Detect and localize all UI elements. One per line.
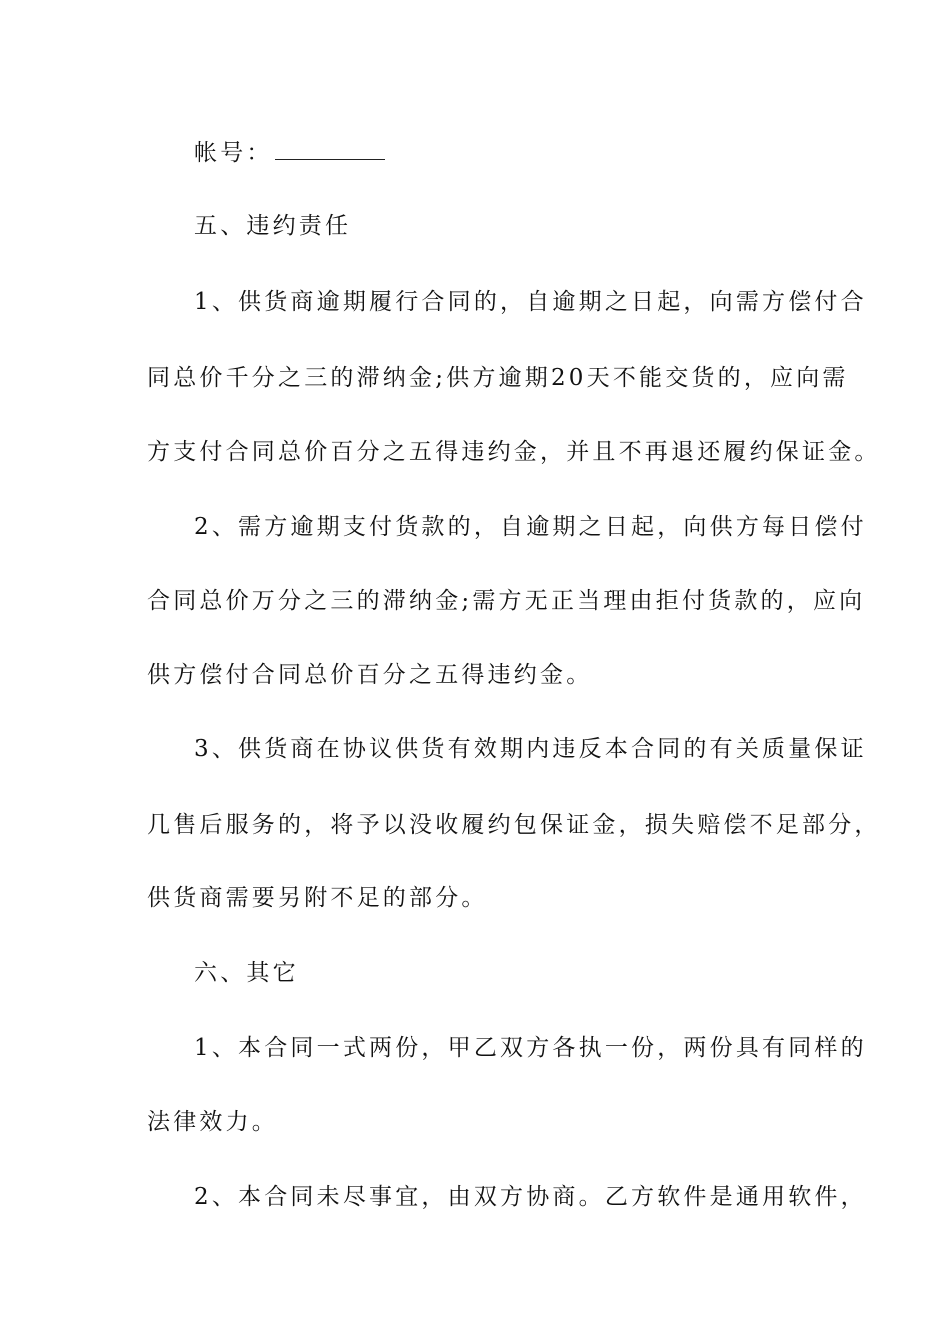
s6-item1-line2: 法律效力。 bbox=[147, 1109, 278, 1135]
section5-heading: 五、违约责任 bbox=[194, 213, 352, 239]
account-blank-field bbox=[275, 141, 385, 160]
s5-item1-line3: 方支付合同总价百分之五得违约金，并且不再退还履约保证金。 bbox=[147, 439, 881, 465]
section6-heading: 六、其它 bbox=[194, 960, 299, 986]
s5-item1-line1: 1、供货商逾期履行合同的，自逾期之日起，向需方偿付合 bbox=[194, 289, 867, 315]
s5-item3-line3: 供货商需要另附不足的部分。 bbox=[147, 885, 488, 911]
s6-item2-line1: 2、本合同未尽事宜，由双方协商。乙方软件是通用软件， bbox=[194, 1184, 867, 1210]
s6-item1-line1: 1、本合同一式两份，甲乙双方各执一份，两份具有同样的 bbox=[194, 1035, 867, 1061]
s5-item2-line2: 合同总价万分之三的滞纳金;需方无正当理由拒付货款的，应向 bbox=[147, 588, 866, 614]
account-label: 帐号： bbox=[194, 140, 273, 166]
s5-item3-line1: 3、供货商在协议供货有效期内违反本合同的有关质量保证 bbox=[194, 736, 867, 762]
s5-item1-line2: 同总价千分之三的滞纳金;供方逾期20天不能交货的，应向需 bbox=[147, 365, 849, 391]
s5-item2-line1: 2、需方逾期支付货款的，自逾期之日起，向供方每日偿付 bbox=[194, 514, 867, 540]
s5-item2-line3: 供方偿付合同总价百分之五得违约金。 bbox=[147, 662, 593, 688]
s5-item3-line2: 几售后服务的，将予以没收履约包保证金，损失赔偿不足部分， bbox=[147, 812, 881, 838]
account-line bbox=[194, 138, 864, 168]
